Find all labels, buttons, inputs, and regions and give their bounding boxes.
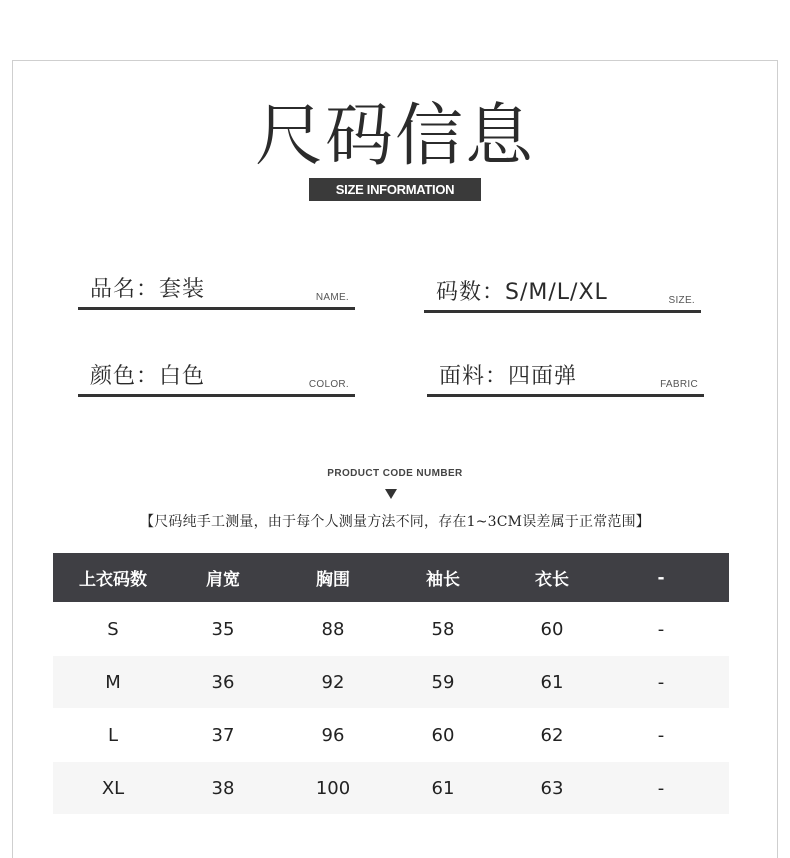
table-cell: S: [107, 618, 119, 640]
table-row: [53, 762, 729, 814]
table-cell: M: [105, 671, 121, 693]
header-cell: 肩宽: [206, 570, 240, 590]
header-cell: 上衣码数: [79, 570, 147, 590]
table-cell: 61: [540, 671, 564, 693]
table-row: [53, 709, 729, 761]
table-cell: 96: [321, 724, 345, 746]
header-cell: 胸围: [316, 570, 350, 590]
page-subtitle: SIZE INFORMATION: [309, 178, 481, 201]
table-cell: 63: [540, 777, 564, 799]
table-cell: L: [107, 724, 119, 746]
table-cell: 100: [315, 777, 351, 799]
table-row: [53, 603, 729, 655]
table-cell: -: [657, 618, 665, 640]
fabric-label: 面料：四面弹: [439, 364, 578, 389]
color-field: [78, 363, 355, 397]
table-cell: 58: [431, 618, 455, 640]
product-code-label: PRODUCT CODE NUMBER: [327, 468, 463, 479]
table-cell: 59: [431, 671, 455, 693]
table-cell: 62: [540, 724, 564, 746]
table-cell: -: [657, 724, 665, 746]
header-cell: -: [657, 567, 665, 588]
size-table: [53, 553, 729, 814]
table-cell: 38: [211, 777, 235, 799]
measurement-note: 【尺码纯手工测量，由于每个人测量方法不同，存在1~3CM误差属于正常范围】: [140, 514, 650, 530]
page-title: 尺码信息: [254, 97, 535, 176]
fabric-en-label: FABRIC: [660, 379, 698, 390]
table-header: [53, 553, 729, 602]
table-row: [53, 656, 729, 708]
header-cell: 衣长: [535, 570, 569, 590]
table-cell: XL: [101, 777, 125, 799]
table-cell: 37: [211, 724, 235, 746]
size-en-label: SIZE.: [668, 295, 695, 306]
table-cell: 35: [211, 618, 235, 640]
table-cell: 92: [321, 671, 345, 693]
size-field: [424, 279, 701, 313]
table-cell: 60: [431, 724, 455, 746]
table-cell: -: [657, 777, 665, 799]
table-cell: 36: [211, 671, 235, 693]
header-cell: 袖长: [426, 570, 460, 590]
table-cell: 60: [540, 618, 564, 640]
table-cell: -: [657, 671, 665, 693]
fabric-field: [427, 363, 704, 397]
size-label: 码数：S/M/L/XL: [436, 280, 608, 305]
table-cell: 88: [321, 618, 345, 640]
color-en-label: COLOR.: [308, 379, 349, 390]
name-label: 品名：套装: [90, 277, 206, 302]
triangle-down-icon: [385, 489, 397, 499]
color-label: 颜色：白色: [90, 364, 206, 389]
name-en-label: NAME.: [315, 292, 349, 303]
name-field: [78, 276, 355, 310]
table-cell: 61: [431, 777, 455, 799]
